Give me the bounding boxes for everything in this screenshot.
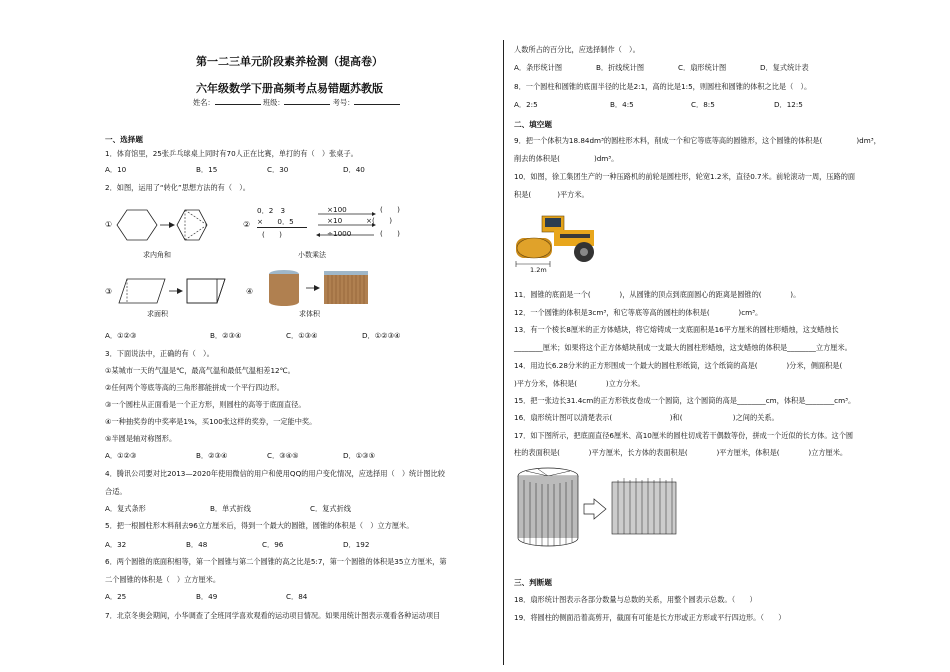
q7-option-c: C．扇形统计图 <box>678 63 727 72</box>
q5-option-b: B．48 <box>186 540 208 549</box>
q6-option-c: C．84 <box>286 592 308 601</box>
question-7-line-2: 人数所占的百分比，应选择制作（ ）。 <box>514 45 640 54</box>
arrow-label-2: ×10 <box>327 216 343 225</box>
q5-option-a: A．32 <box>105 540 127 549</box>
question-13-line-1: 13．有一个棱长8厘米的正方体蜡块，将它熔铸成一支底面积是16平方厘米的圆柱形蜡烛，这支蜡烛长 <box>514 325 839 334</box>
question-1: 1．体育馆里，25张乒乓球桌上同时有70人正在比赛，单打的有（ ）张桌子。 <box>105 149 358 158</box>
question-4-line-2: 合适。 <box>105 487 127 496</box>
mult-row-1: 0．2 3 <box>257 206 286 215</box>
question-7-line-1: 7．北京冬奥会期间，小华调查了全班同学喜欢观看的运动项目情况。如果用统计图表示观看各种运动项目 <box>105 611 441 620</box>
q1-option-b: B．15 <box>196 165 218 174</box>
question-11: 11．圆锥的底面是一个( )，从圆锥的顶点到底面圆心的距离是圆锥的( )。 <box>514 290 801 299</box>
q8-option-b: B．4:5 <box>610 100 634 109</box>
column-divider <box>503 40 504 665</box>
question-14-line-1: 14．用边长6.28分米的正方形围成一个最大的圆柱形纸筒，这个纸筒的高是( )分米，侧面积是( <box>514 361 843 370</box>
question-14-line-2: )平方分米，体积是( )立方分米。 <box>514 379 645 388</box>
cylinder-slicing-figure <box>514 466 684 552</box>
question-5: 5．把一根圆柱形木料削去96立方厘米后，得到一个最大的圆锥，圆锥的体积是（ ）立方厘米。 <box>105 521 414 530</box>
section-true-false: 三、判断题 <box>514 578 552 587</box>
q8-option-c: C．8:5 <box>691 100 715 109</box>
question-6-line-2: 二个圆锥的体积是（ ）立方厘米。 <box>105 575 221 584</box>
question-10-line-2: 积是( )平方米。 <box>514 190 589 199</box>
question-2: 2．如图，运用了“转化”思想方法的有（ ）。 <box>105 183 250 192</box>
fig-num-1: ① <box>105 220 113 229</box>
product-blank-1: ( ) <box>380 205 400 214</box>
q6-option-a: A．25 <box>105 592 127 601</box>
question-13-line-2: ________厘米；如果将这个正方体蜡块削成一支最大的圆柱形蜡烛，这支蜡烛的体积是________立方厘米。 <box>514 343 852 352</box>
q2-option-c: C．①③④ <box>286 331 318 340</box>
question-9-line-2: 削去的体积是( )dm³。 <box>514 154 619 163</box>
hexagon-figure <box>115 206 210 244</box>
q8-option-d: D．12:5 <box>774 100 803 109</box>
cylinder-to-cuboid-figure <box>268 268 378 308</box>
name-blank[interactable] <box>215 97 261 105</box>
mult-line <box>257 227 307 228</box>
q3-statement-1: ①某城市一天的气温是℃，最高气温和最低气温相差12℃。 <box>105 366 295 375</box>
q3-option-b: B．②③④ <box>196 451 228 460</box>
q2-option-b: B．②③④ <box>210 331 242 340</box>
id-blank[interactable] <box>354 97 400 105</box>
q3-statement-2: ②任何两个等底等高的三角形都能拼成一个平行四边形。 <box>105 383 284 392</box>
q3-option-a: A．①②③ <box>105 451 137 460</box>
question-3: 3．下面说法中，正确的有（ ）。 <box>105 349 214 358</box>
q7-option-a: A．条形统计图 <box>514 63 563 72</box>
name-label: 姓名： <box>193 98 215 107</box>
q8-option-a: A．2:5 <box>514 100 538 109</box>
roller-width-label: 1.2m <box>530 266 547 274</box>
caption-area: 求面积 <box>147 310 168 318</box>
question-16: 16．扇形统计图可以清楚表示( )和( )之间的关系。 <box>514 413 779 422</box>
q2-option-d: D．①②③④ <box>362 331 401 340</box>
fig-num-3: ③ <box>105 287 113 296</box>
q5-option-c: C．96 <box>262 540 284 549</box>
q1-option-a: A．10 <box>105 165 127 174</box>
exam-subtitle: 六年级数学下册高频考点易错题苏教版 <box>196 82 383 95</box>
q3-statement-3: ③一个圆柱从正面看是一个正方形，则圆柱的高等于底面直径。 <box>105 400 306 409</box>
id-label: 考号： <box>332 98 355 107</box>
mult-row-3: ( ) <box>262 230 282 239</box>
q6-option-b: B．49 <box>196 592 218 601</box>
q3-option-c: C．③④⑤ <box>267 451 299 460</box>
class-blank[interactable] <box>284 97 330 105</box>
question-15: 15．把一张边长31.4cm的正方形铁皮卷成一个圆筒，这个圆筒的高是________cm，体积是________cm³。 <box>514 396 856 405</box>
q4-option-b: B．单式折线 <box>210 504 251 513</box>
fig-num-4: ④ <box>246 287 254 296</box>
q3-statement-4: ④一种抽奖券的中奖率是1%，买100张这样的奖券，一定能中奖。 <box>105 417 317 426</box>
q3-statement-5: ⑤半圆是轴对称图形。 <box>105 434 177 443</box>
parallelogram-figure <box>117 275 227 307</box>
caption-volume: 求体积 <box>299 310 320 318</box>
question-17-line-2: 柱的表面积是( )平方厘米，长方体的表面积是( )平方厘米，体积是( )立方厘米。 <box>514 448 848 457</box>
q7-option-b: B．折线统计图 <box>596 63 645 72</box>
question-12: 12．一个圆锥的体积是3cm³，和它等底等高的圆柱的体积是( )cm³。 <box>514 308 763 317</box>
section-choice: 一、选择题 <box>105 135 143 144</box>
caption-interior-angles: 求内角和 <box>143 251 171 259</box>
conversion-arrows <box>310 209 420 241</box>
q5-option-d: D．192 <box>343 540 370 549</box>
road-roller-image <box>514 208 604 276</box>
question-10-line-1: 10．如图，徐工集团生产的一种压路机的前轮是圆柱形，轮宽1.2米，直径0.7米。前轮滚动一周，压路的面 <box>514 172 856 181</box>
question-17-line-1: 17．如下图所示，把底面直径6厘米、高10厘米的圆柱切成若干偶数等份，拼成一个近似的长方体。这个圆 <box>514 431 854 440</box>
q4-option-a: A．复式条形 <box>105 504 146 513</box>
product-blank-3: ( ) <box>380 229 400 238</box>
question-4-line-1: 4．腾讯公司要对比2013—2020年使用微信的用户和使用QQ的用户变化情况，应选择用（ ）统计图比较 <box>105 469 445 478</box>
arrow-label-3: ÷1000 <box>327 229 352 238</box>
student-info <box>193 97 400 108</box>
exam-title: 第一二三单元阶段素养检测（提高卷） <box>196 55 383 68</box>
question-18: 18．扇形统计图表示各部分数量与总数的关系，用整个圆表示总数。（ ） <box>514 595 757 604</box>
q7-option-d: D．复式统计表 <box>760 63 809 72</box>
question-9-line-1: 9．把一个体积为18.84dm³的圆柱形木料，削成一个和它等底等高的圆锥形，这个圆锥的体积是( )dm³， <box>514 136 881 145</box>
q2-option-a: A．①②③ <box>105 331 137 340</box>
section-fill-blank: 二、填空题 <box>514 120 552 129</box>
q1-option-d: D．40 <box>343 165 365 174</box>
arrow-label-1: ×100 <box>327 205 347 214</box>
product-blank-2: ×( ) <box>366 216 393 225</box>
question-19: 19．将圆柱的侧面沿着高剪开，截面有可能是长方形或正方形或平行四边形。（ ） <box>514 613 786 622</box>
question-8: 8．一个圆柱和圆锥的底面半径的比是2:1，高的比是1:5，则圆柱和圆锥的体积之比是（ ）。 <box>514 82 812 91</box>
q1-option-c: C．30 <box>267 165 289 174</box>
q3-option-d: D．①③⑤ <box>343 451 376 460</box>
class-label: 班级： <box>262 98 285 107</box>
mult-row-2: × 0．5 <box>257 217 294 226</box>
caption-decimal-mult: 小数乘法 <box>298 251 326 259</box>
q4-option-c: C．复式折线 <box>310 504 351 513</box>
question-6-line-1: 6．两个圆锥的底面积相等，第一个圆锥与第二个圆锥的高之比是5:7，第一个圆锥的体积是35立方厘米，第 <box>105 557 447 566</box>
fig-num-2: ② <box>243 220 251 229</box>
